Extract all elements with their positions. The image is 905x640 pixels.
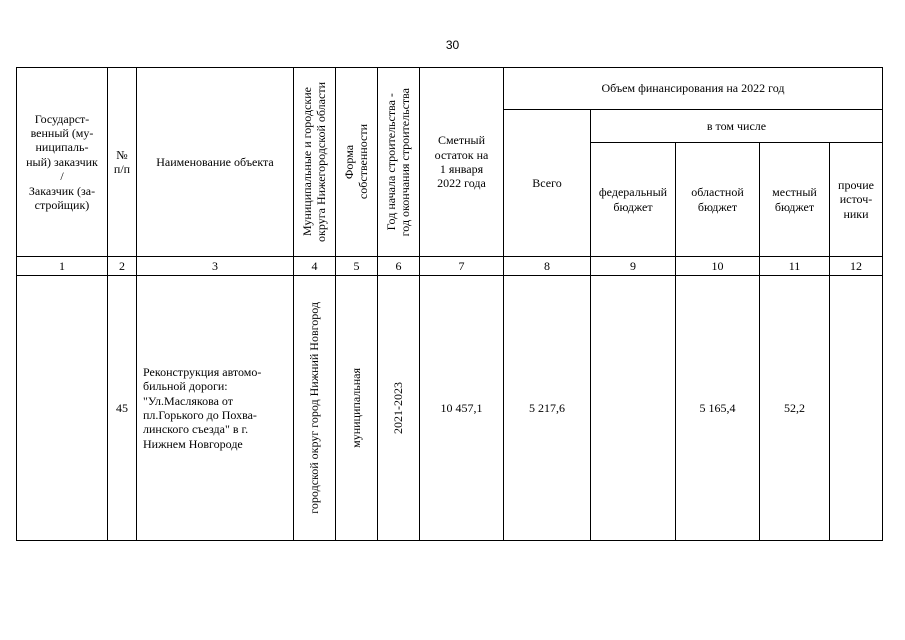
row-other <box>830 276 883 541</box>
header-ownership <box>336 67 378 257</box>
header-municipal-district <box>294 67 336 257</box>
header-including-text: в том числе <box>706 118 767 133</box>
column-number-10: 10 <box>676 257 760 276</box>
row-regional: 5 165,4 <box>676 276 760 541</box>
row-estimated-balance: 10 457,1 <box>420 276 504 541</box>
header-municipal-district-text: Муниципальные и городские округа Нижегородской области <box>299 82 328 242</box>
header-object-name-text: Наименование объекта <box>156 154 274 169</box>
column-number-2: 2 <box>108 257 137 276</box>
column-number-3: 3 <box>137 257 294 276</box>
header-estimated-balance: Сметный остаток на 1 января 2022 года <box>420 67 504 257</box>
column-number-1: 1 <box>16 257 108 276</box>
header-regional: областной бюджет <box>676 143 760 257</box>
column-number-11: 11 <box>760 257 830 276</box>
header-years <box>378 67 420 257</box>
column-number-7: 7 <box>420 257 504 276</box>
header-ownership-text: Форма собственности <box>341 124 370 200</box>
column-number-9: 9 <box>591 257 676 276</box>
row-customer <box>16 276 108 541</box>
column-number-4: 4 <box>294 257 336 276</box>
header-funding-2022 <box>504 67 883 110</box>
header-other: прочие источ- ники <box>830 143 883 257</box>
row-ownership-text: муниципальная <box>348 368 363 448</box>
header-customer: Государст- венный (му- ниципаль- ный) заказчик / Заказчик (за- стройщик) <box>16 67 108 257</box>
column-number-12: 12 <box>830 257 883 276</box>
row-ownership <box>336 276 378 541</box>
header-local: местный бюджет <box>760 143 830 257</box>
row-number: 45 <box>108 276 137 541</box>
header-object-name <box>137 67 294 257</box>
header-including <box>591 110 883 143</box>
header-federal: федеральный бюджет <box>591 143 676 257</box>
column-number-5: 5 <box>336 257 378 276</box>
row-object-name: Реконструкция автомо- бильной дороги: "Ул.Маслякова от пл.Горького до Похва- линского съезда" в г. Нижнем Новгороде <box>137 276 294 541</box>
row-total: 5 217,6 <box>504 276 591 541</box>
header-number: № п/п <box>108 67 137 257</box>
column-number-6: 6 <box>378 257 420 276</box>
column-number-8: 8 <box>504 257 591 276</box>
row-municipal-district-text: городской округ город Нижний Новгород <box>306 302 321 514</box>
row-years <box>378 276 420 541</box>
row-municipal-district <box>294 276 336 541</box>
row-years-text: 2021-2023 <box>390 382 405 434</box>
row-local: 52,2 <box>760 276 830 541</box>
page-number: 30 <box>445 38 460 52</box>
header-years-text: Год начала строительства - год окончания строительства <box>383 87 412 237</box>
header-total-text: Всего <box>532 175 562 190</box>
header-total <box>504 110 591 257</box>
row-federal <box>591 276 676 541</box>
header-funding-2022-text: Объем финансирования на 2022 год <box>601 81 785 96</box>
